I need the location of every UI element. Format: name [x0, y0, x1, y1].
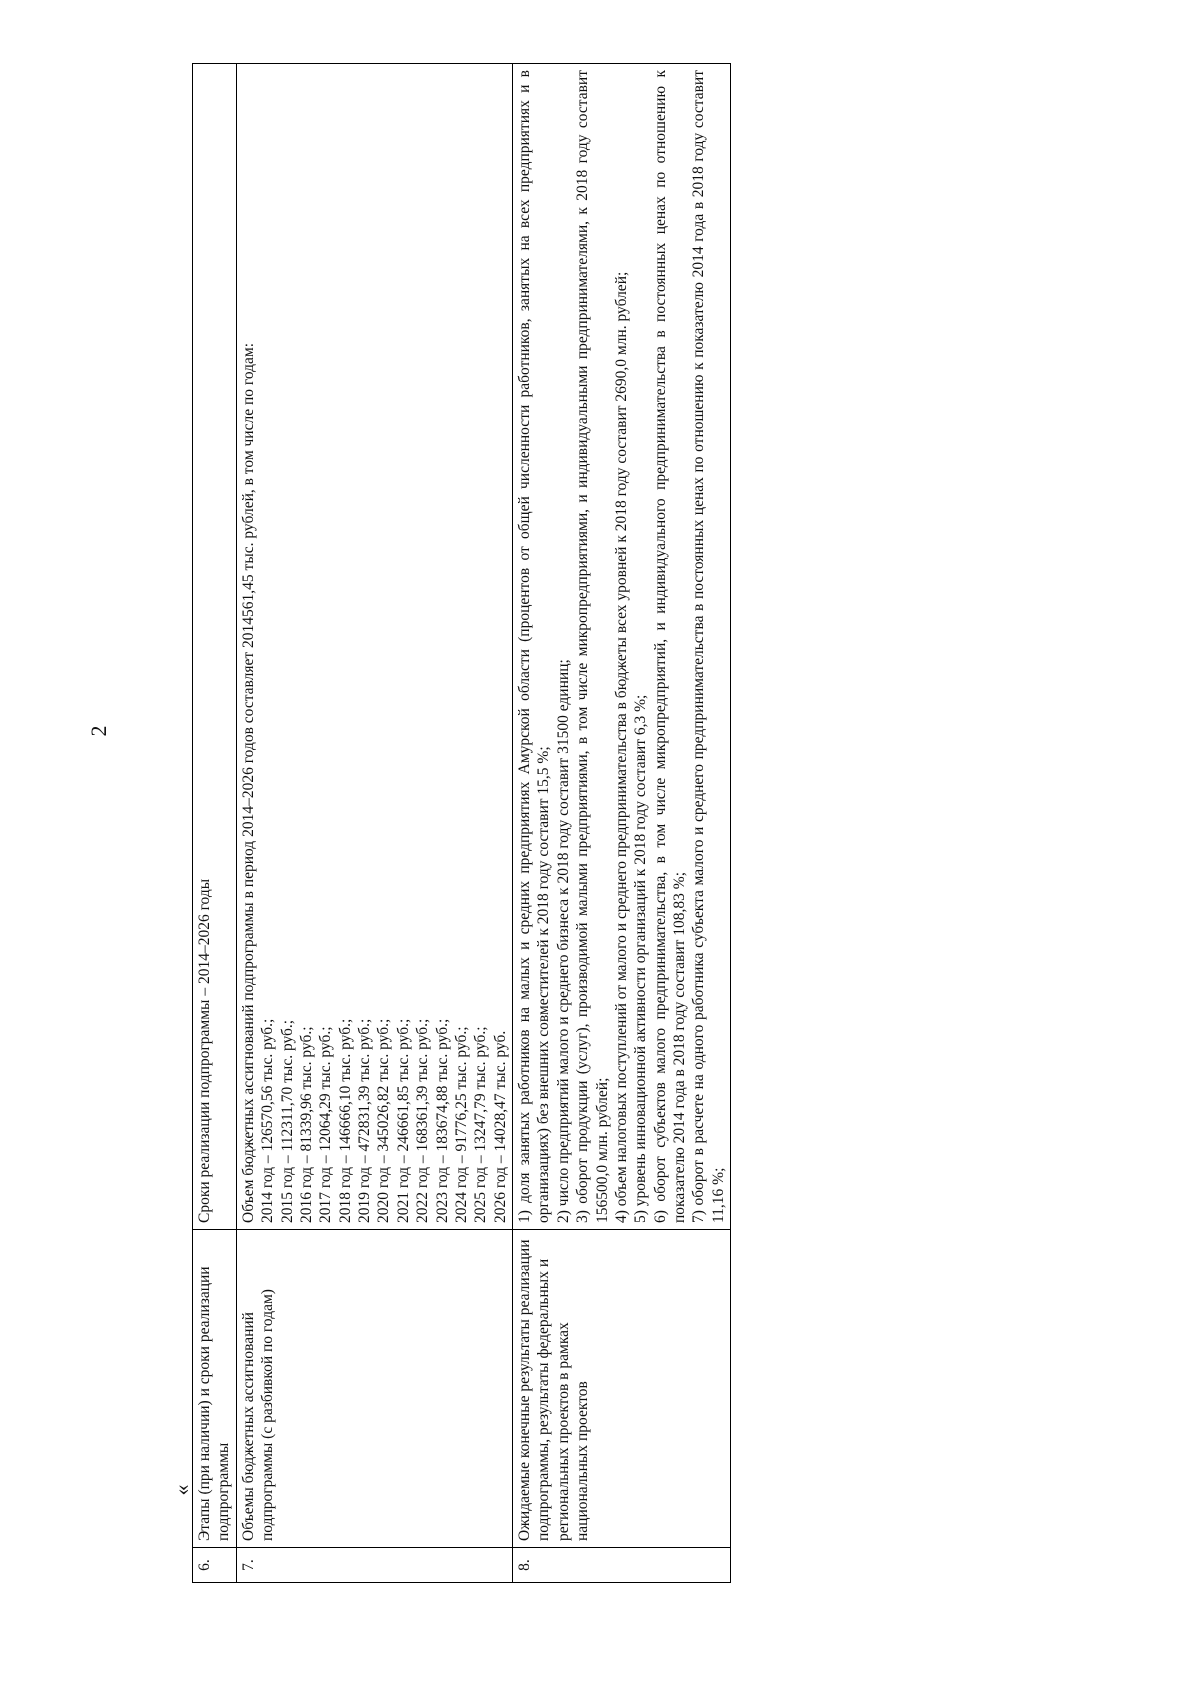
- expected-result: 2) число предприятий малого и среднего бизнеса к 2018 году составит 31500 единиц;: [554, 659, 572, 1223]
- expected-result: 5) уровень инновационной активности организаций к 2018 году составит 6,3 %;: [632, 694, 650, 1223]
- expected-result: 7) оборот в расчете на одного работника субъекта малого и среднего предпринимательства в постоянных ценах по отношению к показателю 2014 года в 2018 году составит 11,16 %;: [690, 70, 727, 1223]
- year-allocation: 2020 год – 345026,82 тыс. руб.;: [375, 1018, 393, 1223]
- expected-result: 1) доля занятых работников на малых и средних предприятиях Амурской области (процентов от общей численности работников, занятых на всех предприятиях и в организациях) без внешних совместителей к 2018 году составит 15,5 %;: [516, 70, 553, 1223]
- row-label: Этапы (при наличии) и сроки реализации подпрограммы: [193, 1230, 237, 1548]
- row-number: 7.: [236, 1548, 512, 1583]
- content-intro: Сроки реализации подпрограммы – 2014–2026 годы: [196, 878, 213, 1223]
- expected-result: 6) оборот субъектов малого предпринимательства, в том числе микропредприятий, и индивидуального предпринимательства в постоянных ценах по отношению к показателю 2014 года в 2018 году составит 108,83 %;: [651, 70, 688, 1223]
- row-content: [513, 64, 731, 1230]
- year-allocation: 2022 год – 168361,39 тыс. руб.;: [414, 1018, 432, 1223]
- year-allocation: 2024 год – 91776,25 тыс. руб.;: [452, 1026, 470, 1223]
- row-label: Объемы бюджетных ассигнований подпрограммы (с разбивкой по годам): [236, 1230, 512, 1548]
- continuation-mark: «: [169, 1484, 194, 1496]
- year-allocation: 2015 год – 112311,70 тыс. руб.;: [278, 1019, 296, 1223]
- year-allocation: 2018 год – 146666,10 тыс. руб.;: [336, 1018, 354, 1223]
- year-allocation: 2017 год – 12064,29 тыс. руб.;: [317, 1026, 335, 1223]
- expected-result: 4) объем налоговых поступлений от малого и среднего предпринимательства в бюджеты всех уровней к 2018 году составит 2690,0 млн. рублей;: [612, 271, 630, 1223]
- year-allocation: 2026 год – 14028,47 тыс. руб.: [491, 1030, 509, 1223]
- table-row: [193, 64, 237, 1583]
- expected-result: 3) оборот продукции (услуг), производимой малыми предприятиями, в том числе микропредприятиями, и индивидуальными предпринимателями, к 2018 году составит 156500,0 млн. рублей;: [574, 70, 611, 1223]
- subprogram-passport-table: [192, 63, 731, 1583]
- row-number: 6.: [193, 1548, 237, 1583]
- row-content: [236, 64, 512, 1230]
- row-number: 8.: [513, 1548, 731, 1583]
- year-allocation: 2021 год – 246661,85 тыс. руб.;: [394, 1018, 412, 1223]
- row-content: [193, 64, 237, 1230]
- table-row: [236, 64, 512, 1583]
- year-allocation: 2014 год – 126570,56 тыс. руб.;: [259, 1018, 277, 1223]
- rotated-page-content: [192, 63, 1092, 1583]
- table-row: [513, 64, 731, 1583]
- year-allocation: 2023 год – 183674,88 тыс. руб.;: [433, 1018, 451, 1223]
- content-intro: Объем бюджетных ассигнований подпрограммы в период 2014–2026 годов составляет 2014561,45 тыс. рублей, в том числе по годам:: [239, 342, 257, 1223]
- year-allocation: 2016 год – 81339,96 тыс. руб.;: [297, 1026, 315, 1223]
- row-label: Ожидаемые конечные результаты реализации подпрограммы, результаты федеральных и региональных проектов в рамках национальных проектов: [513, 1230, 731, 1548]
- page-number: 2: [86, 725, 111, 737]
- year-allocation: 2025 год – 13247,79 тыс. руб.;: [472, 1026, 490, 1223]
- year-allocation: 2019 год – 472831,39 тыс. руб.;: [356, 1018, 373, 1223]
